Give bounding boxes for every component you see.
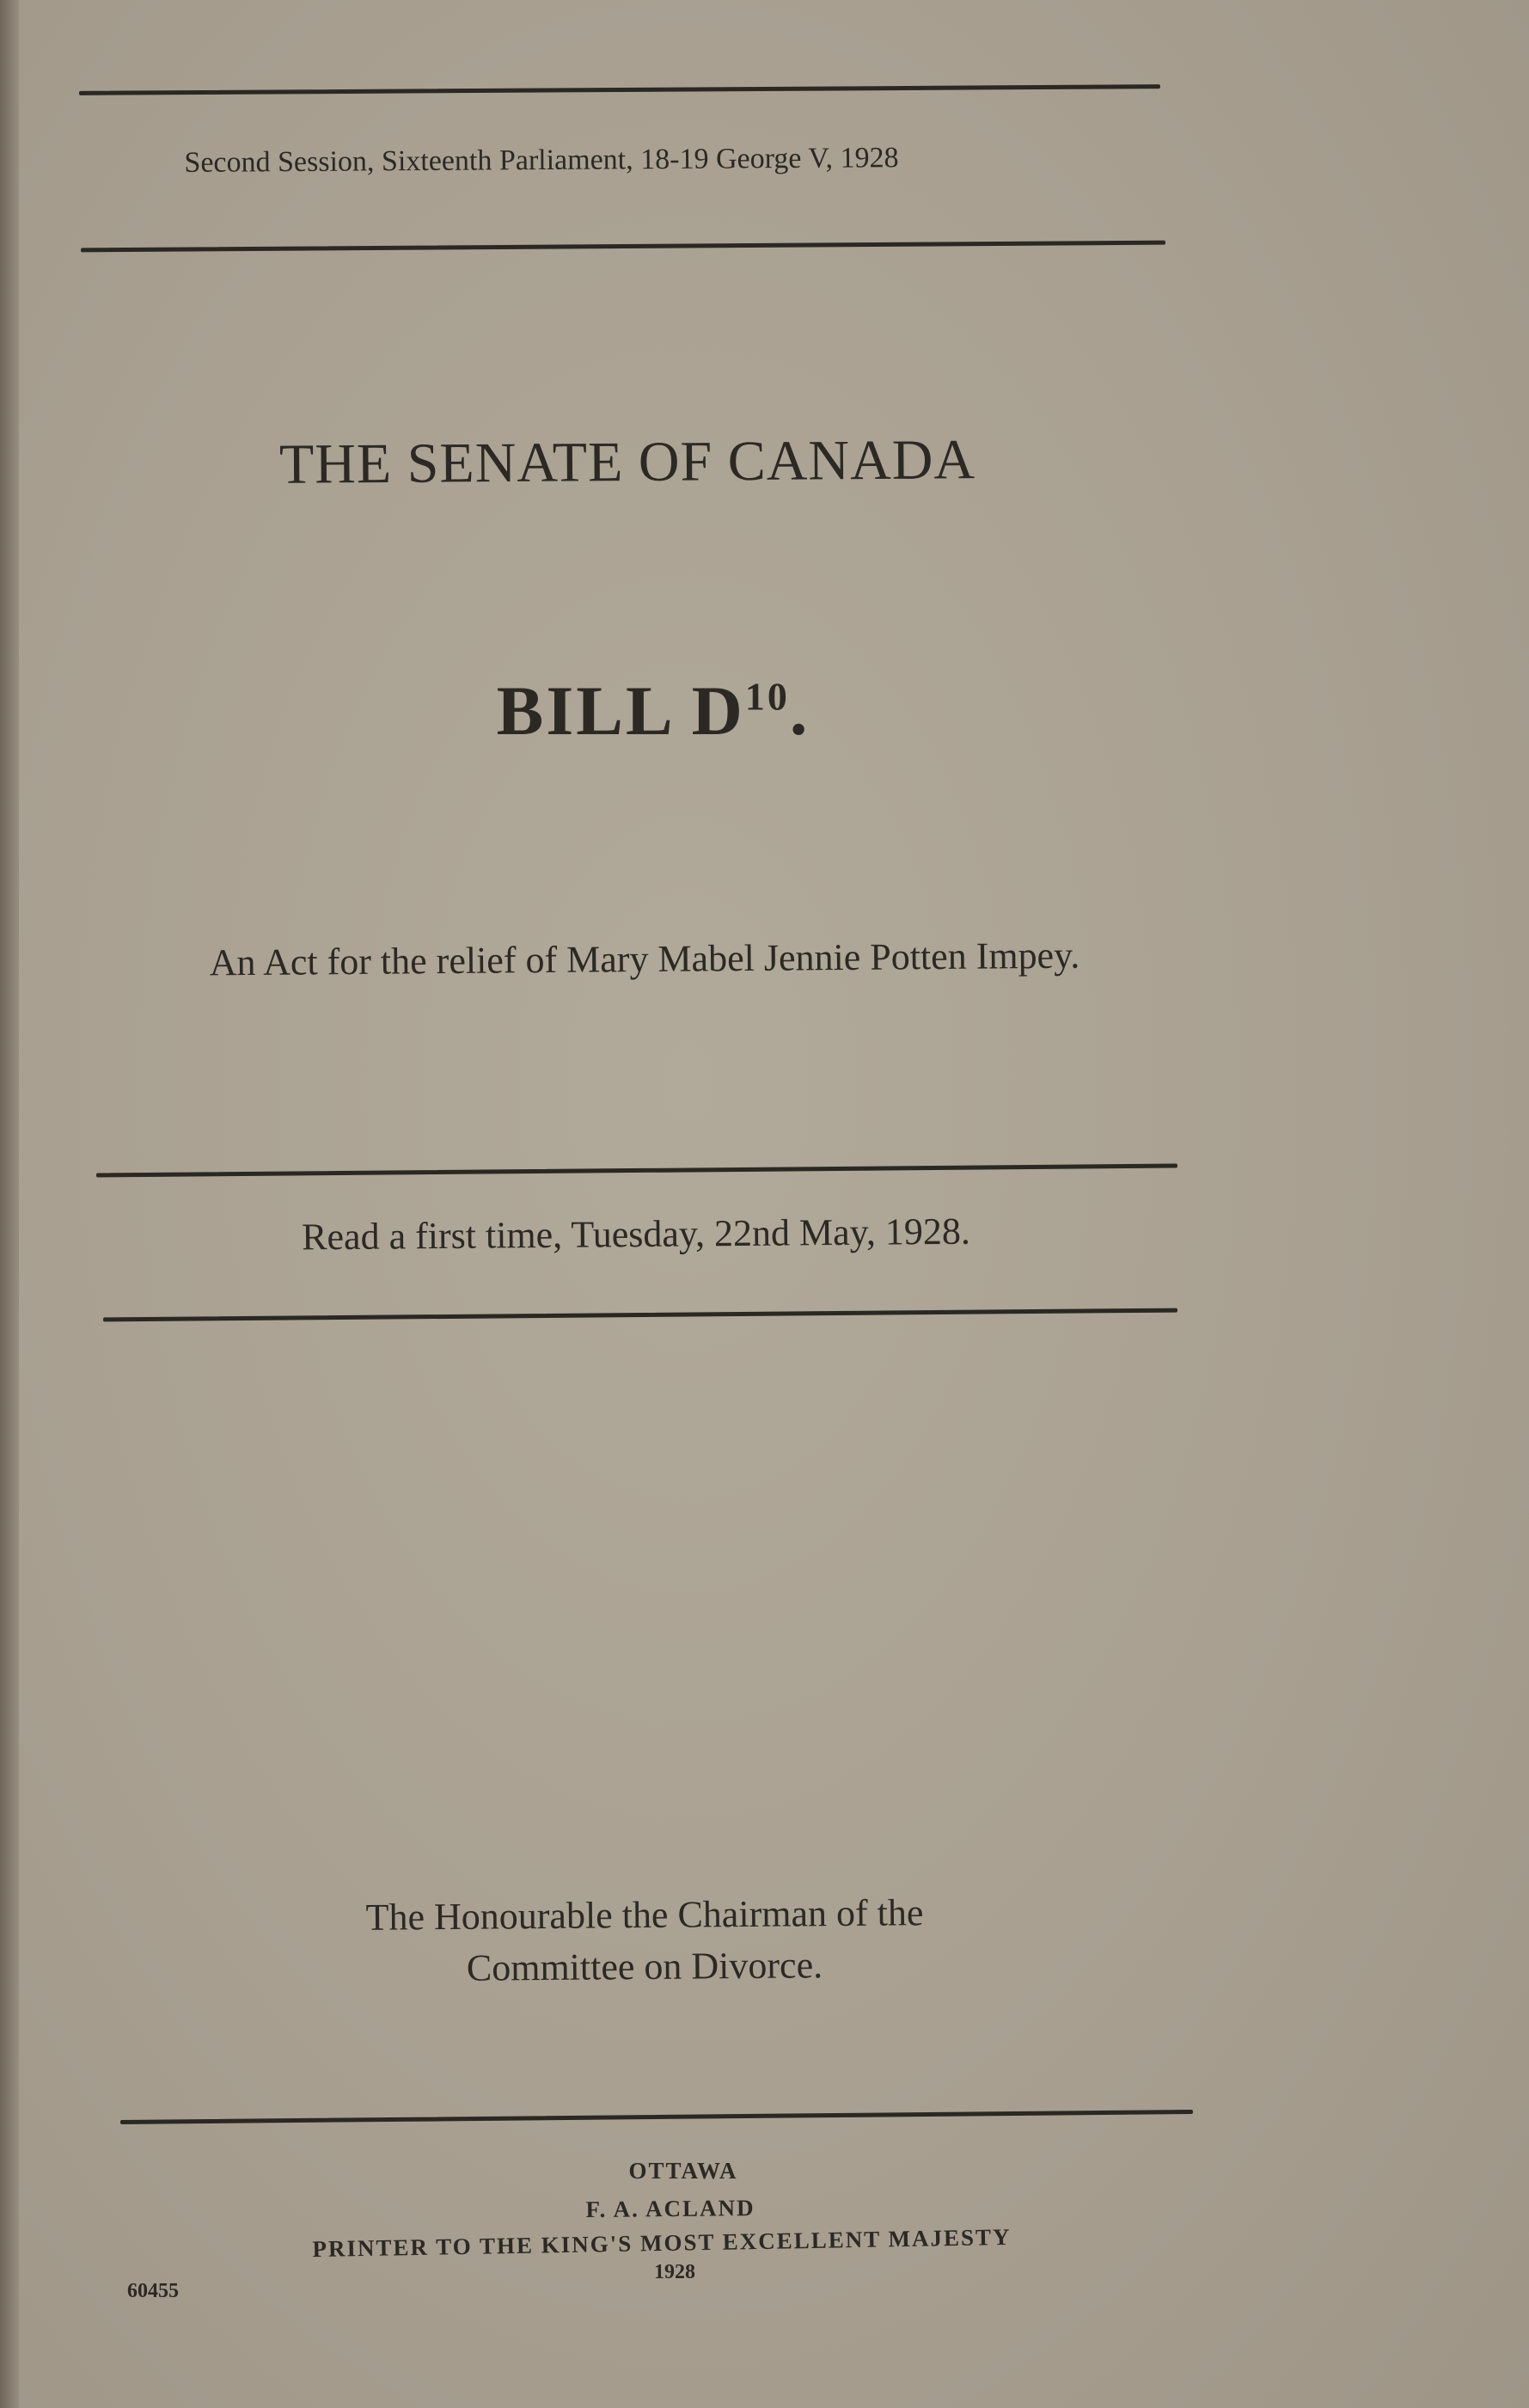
imprint-city: OTTAWA xyxy=(628,2158,738,2184)
senate-title: THE SENATE OF CANADA xyxy=(278,428,976,496)
bill-number xyxy=(430,671,877,751)
sponsor-line-1: The Honourable the Chairman of the xyxy=(365,1891,924,1939)
header-bottom-rule xyxy=(81,241,1165,253)
imprint-printer-title: PRINTER TO THE KING'S MOST EXCELLENT MAJESTY xyxy=(312,2223,1012,2263)
first-reading-note: Read a first time, Tuesday, 22nd May, 1928. xyxy=(301,1210,971,1259)
top-rule xyxy=(79,84,1160,95)
imprint-top-rule xyxy=(120,2110,1193,2124)
reading-top-rule xyxy=(96,1164,1177,1178)
imprint-printer: F. A. ACLAND xyxy=(585,2194,755,2223)
bill-label: BILL D xyxy=(496,671,745,750)
reading-bottom-rule xyxy=(103,1308,1177,1322)
sponsor-line-2: Committee on Divorce. xyxy=(466,1944,823,1989)
imprint-serial-number: 60455 xyxy=(127,2280,179,2302)
bill-superscript: 10 xyxy=(744,674,790,719)
bill-period: . xyxy=(789,671,810,750)
session-header: Second Session, Sixteenth Parliament, 18-19 George V, 1928 xyxy=(184,142,899,179)
imprint-year: 1928 xyxy=(654,2261,695,2283)
act-description: An Act for the relief of Mary Mabel Jennie Potten Impey. xyxy=(209,934,1080,984)
page-spine-edge xyxy=(0,0,19,2408)
